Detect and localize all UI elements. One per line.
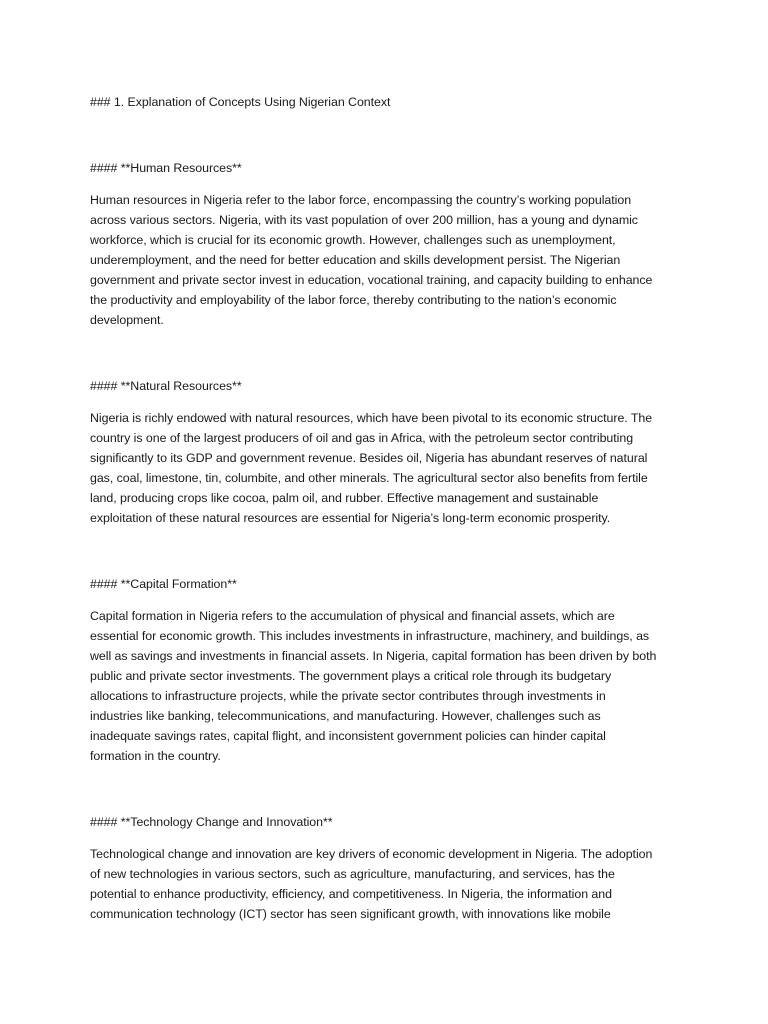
- paragraph-line: government and private sector invest in education, vocational training, and capacity building to enhance: [90, 273, 653, 287]
- paragraph-line: the productivity and employability of the labor force, thereby contributing to the nation’s economic: [90, 293, 617, 307]
- paragraph-natural-resources: [90, 408, 682, 528]
- paragraph-line: development.: [90, 313, 164, 327]
- section-heading-natural-resources: #### **Natural Resources**: [90, 379, 242, 393]
- paragraph-line: potential to enhance productivity, efficiency, and competitiveness. In Nigeria, the information and: [90, 887, 612, 901]
- paragraph-line: Human resources in Nigeria refer to the labor force, encompassing the country’s working population: [90, 193, 632, 207]
- section-heading-human-resources: #### **Human Resources**: [90, 161, 242, 175]
- paragraph-line: industries like banking, telecommunications, and manufacturing. However, challenges such as: [90, 709, 601, 723]
- paragraph-line: across various sectors. Nigeria, with its vast population of over 200 million, has a young and dynamic: [90, 213, 638, 227]
- paragraph-line: of new technologies in various sectors, such as agriculture, manufacturing, and services, has the: [90, 867, 615, 881]
- paragraph-line: country is one of the largest producers of oil and gas in Africa, with the petroleum sector contributing: [90, 431, 634, 445]
- paragraph-line: formation in the country.: [90, 749, 221, 763]
- paragraph-capital-formation: [90, 606, 682, 766]
- paragraph-line: Nigeria is richly endowed with natural resources, which have been pivotal to its economic structure. The: [90, 411, 653, 425]
- paragraph-line: underemployment, and the need for better education and skills development persist. The Nigerian: [90, 253, 621, 267]
- paragraph-line: exploitation of these natural resources are essential for Nigeria’s long-term economic prosperity.: [90, 511, 611, 525]
- paragraph-line: allocations to infrastructure projects, while the private sector contributes through investments in: [90, 689, 606, 703]
- paragraph-line: workforce, which is crucial for its economic growth. However, challenges such as unemployment,: [90, 233, 616, 247]
- paragraph-technology-change: [90, 844, 682, 924]
- document-page: [90, 92, 682, 924]
- paragraph-line: Technological change and innovation are key drivers of economic development in Nigeria. The adoption: [90, 847, 653, 861]
- section-heading-capital-formation: #### **Capital Formation**: [90, 577, 237, 591]
- paragraph-line: well as savings and investments in financial assets. In Nigeria, capital formation has been driven by both: [90, 649, 657, 663]
- paragraph-line: inadequate savings rates, capital flight, and inconsistent government policies can hinder capital: [90, 729, 606, 743]
- paragraph-line: communication technology (ICT) sector has seen significant growth, with innovations like mobile: [90, 907, 611, 921]
- paragraph-line: public and private sector investments. The government plays a critical role through its budgetary: [90, 669, 612, 683]
- paragraph-line: land, producing crops like cocoa, palm oil, and rubber. Effective management and sustainable: [90, 491, 599, 505]
- paragraph-line: essential for economic growth. This includes investments in infrastructure, machinery, and buildings, as: [90, 629, 650, 643]
- section-heading-technology-change: #### **Technology Change and Innovation**: [90, 815, 333, 829]
- paragraph-human-resources: [90, 190, 682, 330]
- paragraph-line: significantly to its GDP and government revenue. Besides oil, Nigeria has abundant reserves of natural: [90, 451, 648, 465]
- paragraph-line: Capital formation in Nigeria refers to the accumulation of physical and financial assets, which are: [90, 609, 615, 623]
- document-title: ### 1. Explanation of Concepts Using Nigerian Context: [90, 95, 391, 109]
- paragraph-line: gas, coal, limestone, tin, columbite, and other minerals. The agricultural sector also benefits from fertile: [90, 471, 648, 485]
